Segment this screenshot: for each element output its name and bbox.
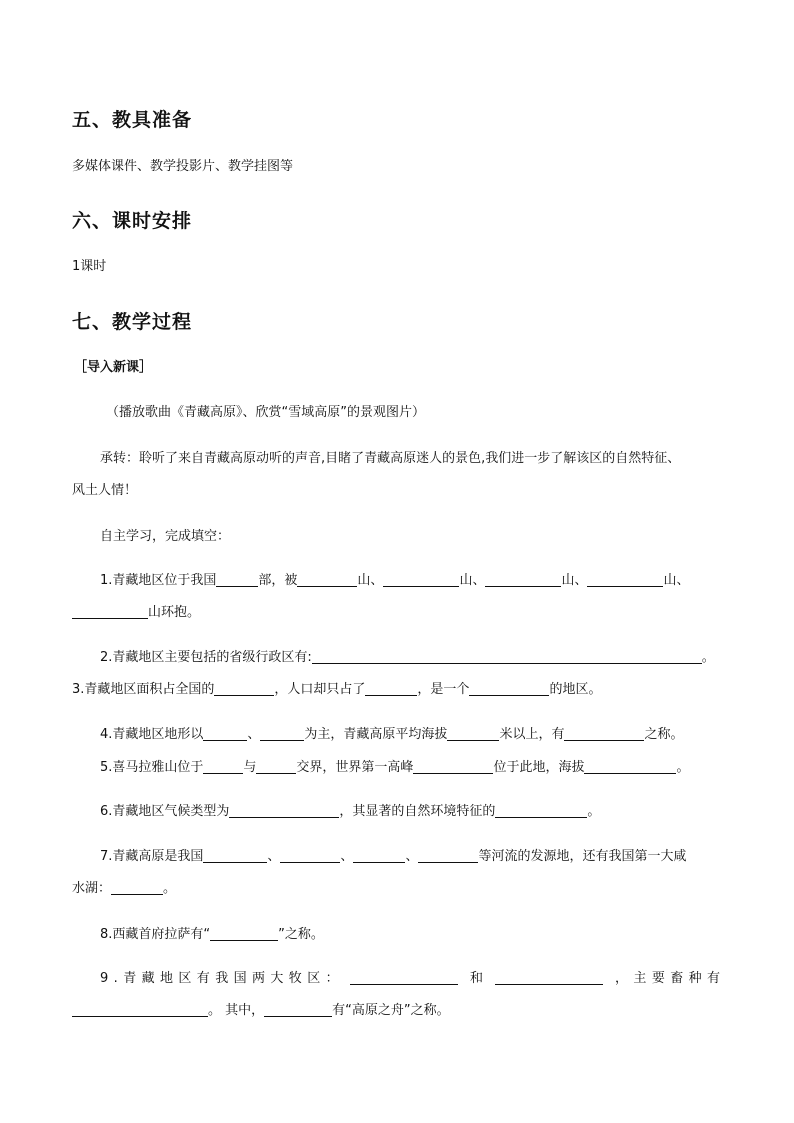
blank[interactable] bbox=[260, 726, 304, 741]
blank[interactable] bbox=[564, 726, 644, 741]
blank[interactable] bbox=[214, 681, 274, 696]
section-title-process: 七、教学过程 bbox=[72, 311, 193, 333]
question-3: 3.青藏地区面积占全国的 ，人口却只占了 ，是一个 的地区。 bbox=[72, 682, 602, 697]
stage-direction: （播放歌曲《青藏高原》、欣赏“雪域高原”的景观图片） bbox=[106, 405, 425, 420]
question-5: 5.喜马拉雅山位于 与 交界，世界第一高峰 位于此地，海拔 。 bbox=[100, 760, 690, 775]
blank[interactable] bbox=[447, 726, 499, 741]
blank[interactable] bbox=[587, 572, 663, 587]
question-1-line-2: 山环抱。 bbox=[72, 604, 200, 622]
blank[interactable] bbox=[72, 604, 148, 619]
blank[interactable] bbox=[297, 572, 357, 587]
blank[interactable] bbox=[418, 848, 478, 863]
section-title-schedule: 六、课时安排 bbox=[72, 210, 193, 232]
question-8: 8.西藏首府拉萨有“ ”之称。 bbox=[100, 927, 324, 942]
blank[interactable] bbox=[485, 572, 561, 587]
section-title-teaching-aids: 五、教具准备 bbox=[72, 109, 193, 131]
question-6: 6.青藏地区气候类型为 ，其显著的自然环境特征的 。 bbox=[100, 804, 601, 819]
task-instruction: 自主学习，完成填空： bbox=[100, 529, 231, 544]
blank[interactable] bbox=[72, 1002, 208, 1017]
blank[interactable] bbox=[365, 681, 417, 696]
blank[interactable] bbox=[469, 681, 549, 696]
question-9-line-2: 。 其中， 有“高原之舟”之称。 bbox=[72, 1002, 450, 1020]
question-7-line-2: 水湖： 。 bbox=[72, 881, 177, 896]
blank[interactable] bbox=[495, 803, 587, 818]
question-7-line-1: 7.青藏高原是我国 、 、 、 等河流的发源地，还有我国第一大咸 bbox=[100, 849, 687, 864]
transition-line-2: 风土人情！ bbox=[72, 483, 138, 498]
question-4: 4.青藏地区地形以 、 为主，青藏高原平均海拔 米以上，有 之称。 bbox=[100, 727, 684, 742]
blank[interactable] bbox=[256, 759, 296, 774]
question-1-line-1: 1.青藏地区位于我国 部，被 山、 山、 山、 山、 bbox=[100, 573, 690, 588]
blank[interactable] bbox=[353, 848, 405, 863]
blank[interactable] bbox=[216, 572, 258, 587]
blank[interactable] bbox=[350, 970, 458, 985]
intro-tag: ［导入新课］ bbox=[74, 360, 153, 375]
blank[interactable] bbox=[229, 803, 339, 818]
question-9-line-1: 9.青藏地区有我国两大牧区： 和 ，主要畜种有 bbox=[100, 971, 726, 986]
blank[interactable] bbox=[111, 880, 163, 895]
blank[interactable] bbox=[495, 970, 603, 985]
blank[interactable] bbox=[383, 572, 459, 587]
question-2: 2.青藏地区主要包括的省级行政区有: 。 bbox=[100, 650, 715, 665]
blank[interactable] bbox=[264, 1002, 332, 1017]
blank[interactable] bbox=[210, 926, 278, 941]
teaching-aids-text: 多媒体课件、教学投影片、教学挂图等 bbox=[72, 159, 294, 174]
blank[interactable] bbox=[203, 848, 267, 863]
blank[interactable] bbox=[413, 759, 493, 774]
blank[interactable] bbox=[312, 649, 702, 664]
blank[interactable] bbox=[203, 759, 243, 774]
transition-line-1: 承转：聆听了来自青藏高原动听的声音,目睹了青藏高原迷人的景色,我们进一步了解该区的自然特征、 bbox=[100, 451, 681, 466]
blank[interactable] bbox=[203, 726, 247, 741]
blank[interactable] bbox=[584, 759, 676, 774]
schedule-text: 1课时 bbox=[72, 259, 107, 274]
blank[interactable] bbox=[280, 848, 340, 863]
